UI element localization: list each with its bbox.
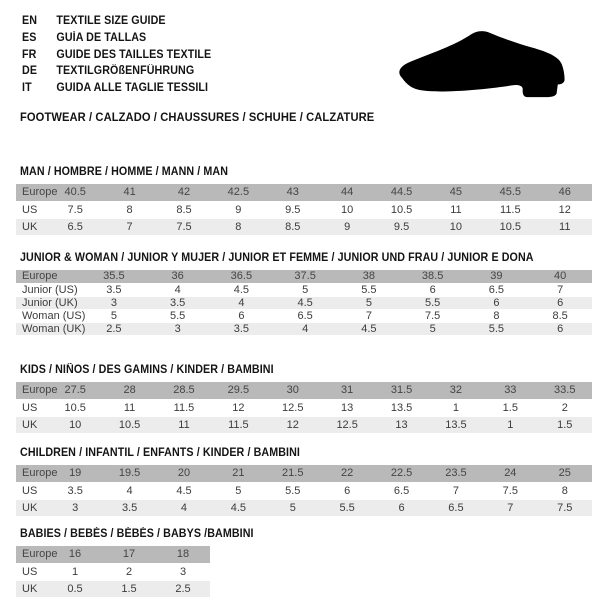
size-cell: 31.5 bbox=[374, 382, 428, 399]
size-cell: 7 bbox=[483, 499, 537, 516]
size-cell: 10.5 bbox=[483, 218, 537, 235]
size-cell: 32 bbox=[429, 382, 483, 399]
size-cell: 21.5 bbox=[266, 465, 320, 482]
table-title-babies: BABIES / BEBÉS / BÉBÉS / BABYS /BAMBINI bbox=[20, 528, 254, 540]
size-cell: 21 bbox=[211, 465, 265, 482]
size-cell: 10.5 bbox=[102, 416, 156, 433]
size-cell: 1.5 bbox=[538, 416, 592, 433]
size-cell: 22 bbox=[320, 465, 374, 482]
size-cell: 8.5 bbox=[528, 309, 592, 322]
size-cell: 44.5 bbox=[374, 184, 428, 201]
size-cell: 3.5 bbox=[210, 322, 274, 335]
size-table-header-row bbox=[16, 382, 592, 399]
size-cell: 18 bbox=[156, 546, 210, 563]
row-label: Woman (US) bbox=[16, 309, 82, 322]
language-row-es bbox=[22, 30, 211, 47]
size-cell: 10 bbox=[320, 201, 374, 218]
size-cell: 6.5 bbox=[273, 309, 337, 322]
size-cell: 4.5 bbox=[337, 322, 401, 335]
junior-woman-size-table bbox=[16, 270, 592, 336]
size-cell: 3 bbox=[156, 563, 210, 580]
children-size-section bbox=[16, 447, 592, 517]
size-cell: 42 bbox=[157, 184, 211, 201]
size-cell: 7.5 bbox=[48, 201, 102, 218]
row-label: Europe bbox=[16, 184, 48, 201]
size-cell: 28 bbox=[102, 382, 156, 399]
size-cell: 8 bbox=[211, 218, 265, 235]
size-cell: 9.5 bbox=[266, 201, 320, 218]
size-cell: 38.5 bbox=[401, 270, 465, 283]
size-cell: 4.5 bbox=[273, 296, 337, 309]
size-cell: 7.5 bbox=[157, 218, 211, 235]
junior-woman-size-section bbox=[16, 252, 592, 336]
size-cell: 38 bbox=[337, 270, 401, 283]
size-cell: 2.5 bbox=[156, 580, 210, 597]
size-cell: 24 bbox=[483, 465, 537, 482]
language-label: GUIDE DES TAILLES TEXTILE bbox=[56, 48, 212, 61]
table-title-junior-woman: JUNIOR & WOMAN / JUNIOR Y MUJER / JUNIOR ET FEMME / JUNIOR UND FRAU / JUNIOR E DONA bbox=[20, 252, 534, 264]
size-cell: 1 bbox=[48, 563, 102, 580]
size-cell: 22.5 bbox=[374, 465, 428, 482]
row-label: US bbox=[16, 399, 48, 416]
size-cell: 29.5 bbox=[211, 382, 265, 399]
table-title-children: CHILDREN / INFANTIL / ENFANTS / KINDER / BAMBINI bbox=[20, 447, 300, 459]
children-size-table bbox=[16, 465, 592, 517]
size-cell: 1 bbox=[483, 416, 537, 433]
row-label: UK bbox=[16, 416, 48, 433]
size-cell: 42.5 bbox=[211, 184, 265, 201]
size-cell: 23.5 bbox=[429, 465, 483, 482]
size-cell: 5 bbox=[401, 322, 465, 335]
size-cell: 10.5 bbox=[374, 201, 428, 218]
row-label: UK bbox=[16, 218, 48, 235]
row-label: Junior (US) bbox=[16, 283, 82, 296]
size-cell: 7.5 bbox=[483, 482, 537, 499]
size-cell: 10.5 bbox=[48, 399, 102, 416]
size-cell: 33.5 bbox=[538, 382, 592, 399]
size-cell: 13.5 bbox=[429, 416, 483, 433]
size-cell: 11 bbox=[102, 399, 156, 416]
size-table-row bbox=[16, 399, 592, 416]
size-cell: 5.5 bbox=[465, 322, 529, 335]
size-cell: 10 bbox=[48, 416, 102, 433]
row-label: Europe bbox=[16, 546, 48, 563]
size-table-row bbox=[16, 309, 592, 322]
size-cell: 10 bbox=[429, 218, 483, 235]
size-cell: 33 bbox=[483, 382, 537, 399]
row-label: UK bbox=[16, 499, 48, 516]
size-cell: 13 bbox=[320, 399, 374, 416]
size-cell: 39 bbox=[465, 270, 529, 283]
size-cell: 12.5 bbox=[266, 399, 320, 416]
size-table-header-row bbox=[16, 270, 592, 283]
size-cell: 5.5 bbox=[320, 499, 374, 516]
size-cell: 12 bbox=[266, 416, 320, 433]
size-cell: 3.5 bbox=[146, 296, 210, 309]
row-label: US bbox=[16, 563, 48, 580]
size-cell: 4.5 bbox=[157, 482, 211, 499]
size-table-row bbox=[16, 482, 592, 499]
size-table-row bbox=[16, 499, 592, 516]
size-table-row bbox=[16, 296, 592, 309]
size-cell: 4.5 bbox=[210, 283, 274, 296]
size-cell: 7.5 bbox=[538, 499, 592, 516]
size-cell: 3 bbox=[82, 296, 146, 309]
man-size-table bbox=[16, 184, 592, 236]
size-cell: 2.5 bbox=[82, 322, 146, 335]
size-cell: 35.5 bbox=[82, 270, 146, 283]
language-row-de bbox=[22, 63, 211, 80]
size-cell: 3.5 bbox=[82, 283, 146, 296]
size-cell: 36.5 bbox=[210, 270, 274, 283]
size-cell: 45.5 bbox=[483, 184, 537, 201]
size-cell: 30 bbox=[266, 382, 320, 399]
size-cell: 4 bbox=[157, 499, 211, 516]
language-code: DE bbox=[22, 65, 38, 78]
size-cell: 19 bbox=[48, 465, 102, 482]
size-cell: 5 bbox=[266, 499, 320, 516]
size-cell: 31 bbox=[320, 382, 374, 399]
row-label: Europe bbox=[16, 270, 82, 283]
language-label: GUÍA DE TALLAS bbox=[56, 31, 147, 44]
size-cell: 1.5 bbox=[102, 580, 156, 597]
size-cell: 6 bbox=[401, 283, 465, 296]
size-cell: 8 bbox=[102, 201, 156, 218]
size-cell: 27.5 bbox=[48, 382, 102, 399]
row-label: Junior (UK) bbox=[16, 296, 82, 309]
size-cell: 45 bbox=[429, 184, 483, 201]
size-cell: 1.5 bbox=[483, 399, 537, 416]
category-heading: FOOTWEAR / CALZADO / CHAUSSURES / SCHUHE / CALZATURE bbox=[20, 110, 375, 124]
size-cell: 17 bbox=[102, 546, 156, 563]
size-cell: 5.5 bbox=[401, 296, 465, 309]
row-label: Europe bbox=[16, 465, 48, 482]
size-cell: 5 bbox=[337, 296, 401, 309]
size-cell: 12.5 bbox=[320, 416, 374, 433]
size-cell: 4 bbox=[102, 482, 156, 499]
row-label: Europe bbox=[16, 382, 48, 399]
size-table-row bbox=[16, 201, 592, 218]
size-cell: 11.5 bbox=[483, 201, 537, 218]
size-cell: 6.5 bbox=[374, 482, 428, 499]
size-cell: 8 bbox=[465, 309, 529, 322]
size-cell: 0.5 bbox=[48, 580, 102, 597]
size-cell: 7 bbox=[102, 218, 156, 235]
size-cell: 25 bbox=[538, 465, 592, 482]
size-cell: 3.5 bbox=[102, 499, 156, 516]
language-code: IT bbox=[22, 82, 32, 95]
size-cell: 2 bbox=[538, 399, 592, 416]
size-table-row bbox=[16, 563, 210, 580]
row-label: Woman (UK) bbox=[16, 322, 82, 335]
size-cell: 11 bbox=[429, 201, 483, 218]
size-cell: 16 bbox=[48, 546, 102, 563]
language-label: TEXTILE SIZE GUIDE bbox=[56, 15, 166, 27]
size-cell: 13 bbox=[374, 416, 428, 433]
size-cell: 9 bbox=[211, 201, 265, 218]
size-cell: 4.5 bbox=[211, 499, 265, 516]
size-cell: 46 bbox=[538, 184, 592, 201]
size-cell: 5.5 bbox=[146, 309, 210, 322]
babies-size-table bbox=[16, 546, 210, 598]
table-title-kids: KIDS / NIÑOS / DES GAMINS / KINDER / BAMBINI bbox=[20, 364, 274, 376]
kids-size-table bbox=[16, 382, 592, 434]
size-cell: 6.5 bbox=[48, 218, 102, 235]
size-cell: 20 bbox=[157, 465, 211, 482]
size-cell: 1 bbox=[429, 399, 483, 416]
size-cell: 6 bbox=[465, 296, 529, 309]
size-cell: 6.5 bbox=[465, 283, 529, 296]
size-cell: 28.5 bbox=[157, 382, 211, 399]
babies-size-section bbox=[16, 528, 592, 598]
size-cell: 11.5 bbox=[211, 416, 265, 433]
size-cell: 37.5 bbox=[273, 270, 337, 283]
size-cell: 4 bbox=[210, 296, 274, 309]
size-cell: 5 bbox=[211, 482, 265, 499]
language-row-fr bbox=[22, 47, 211, 64]
size-cell: 4 bbox=[146, 283, 210, 296]
size-table-header-row bbox=[16, 184, 592, 201]
size-cell: 5.5 bbox=[266, 482, 320, 499]
size-cell: 36 bbox=[146, 270, 210, 283]
size-cell: 3 bbox=[48, 499, 102, 516]
row-label: US bbox=[16, 201, 48, 218]
size-table-header-row bbox=[16, 465, 592, 482]
size-cell: 13.5 bbox=[374, 399, 428, 416]
size-cell: 7 bbox=[528, 283, 592, 296]
size-cell: 19.5 bbox=[102, 465, 156, 482]
size-cell: 8.5 bbox=[266, 218, 320, 235]
language-label: TEXTILGRÖßENFÜHRUNG bbox=[56, 65, 195, 78]
table-title-man: MAN / HOMBRE / HOMME / MANN / MAN bbox=[20, 166, 229, 178]
size-cell: 2 bbox=[102, 563, 156, 580]
language-code: FR bbox=[22, 48, 37, 61]
row-label: US bbox=[16, 482, 48, 499]
size-table-header-row bbox=[16, 546, 210, 563]
size-cell: 9 bbox=[320, 218, 374, 235]
size-table-row bbox=[16, 283, 592, 296]
size-cell: 5.5 bbox=[337, 283, 401, 296]
language-label: GUIDA ALLE TAGLIE TESSILI bbox=[56, 82, 209, 95]
row-label: UK bbox=[16, 580, 48, 597]
size-cell: 40.5 bbox=[48, 184, 102, 201]
size-cell: 5 bbox=[273, 283, 337, 296]
size-cell: 8 bbox=[538, 482, 592, 499]
size-cell: 6 bbox=[210, 309, 274, 322]
size-table-row bbox=[16, 322, 592, 335]
size-cell: 12 bbox=[538, 201, 592, 218]
man-size-section bbox=[16, 166, 592, 236]
size-cell: 6 bbox=[528, 296, 592, 309]
size-cell: 5 bbox=[82, 309, 146, 322]
size-table-row bbox=[16, 580, 210, 597]
language-code: EN bbox=[22, 15, 38, 27]
size-cell: 44 bbox=[320, 184, 374, 201]
size-cell: 11.5 bbox=[157, 399, 211, 416]
size-cell: 4 bbox=[273, 322, 337, 335]
dress-shoe-icon bbox=[394, 24, 586, 102]
language-row-en bbox=[22, 13, 211, 30]
size-cell: 11 bbox=[538, 218, 592, 235]
kids-size-section bbox=[16, 364, 592, 434]
size-table-row bbox=[16, 416, 592, 433]
size-cell: 7 bbox=[337, 309, 401, 322]
size-cell: 6 bbox=[374, 499, 428, 516]
size-cell: 7 bbox=[429, 482, 483, 499]
size-cell: 7.5 bbox=[401, 309, 465, 322]
size-cell: 12 bbox=[211, 399, 265, 416]
language-legend bbox=[22, 13, 226, 97]
size-cell: 6.5 bbox=[429, 499, 483, 516]
size-cell: 3.5 bbox=[48, 482, 102, 499]
size-table-row bbox=[16, 218, 592, 235]
size-cell: 9.5 bbox=[374, 218, 428, 235]
language-row-it bbox=[22, 80, 211, 97]
size-cell: 43 bbox=[266, 184, 320, 201]
language-code: ES bbox=[22, 31, 37, 44]
size-cell: 6 bbox=[320, 482, 374, 499]
size-cell: 8.5 bbox=[157, 201, 211, 218]
size-cell: 11 bbox=[157, 416, 211, 433]
size-cell: 3 bbox=[146, 322, 210, 335]
size-cell: 41 bbox=[102, 184, 156, 201]
size-cell: 40 bbox=[528, 270, 592, 283]
size-cell: 6 bbox=[528, 322, 592, 335]
